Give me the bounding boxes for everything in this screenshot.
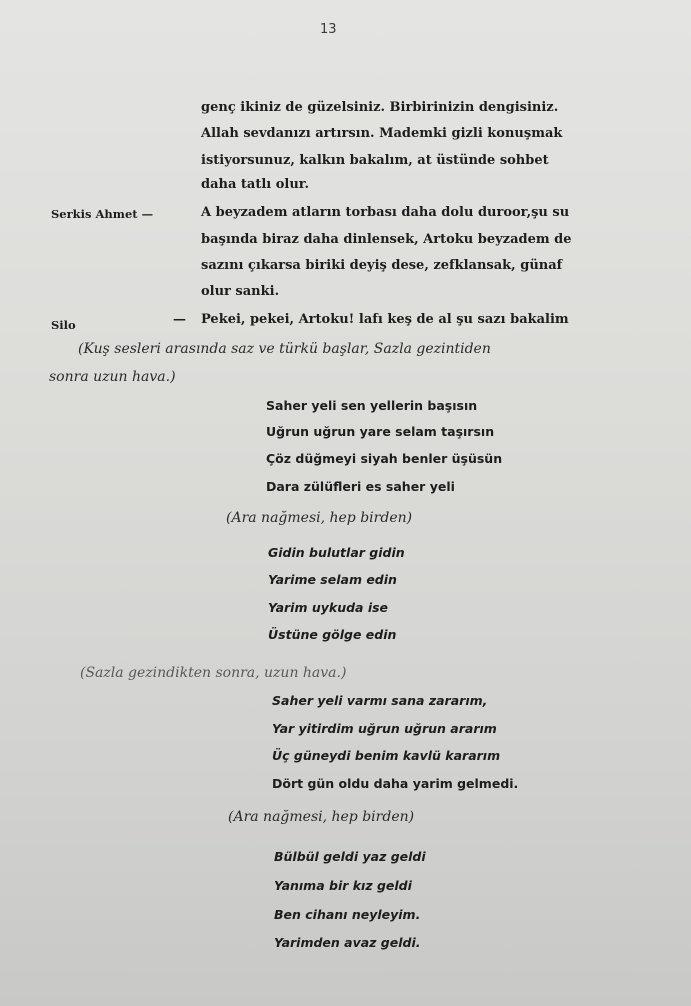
verse-line: Dört gün oldu daha yarim gelmedi. bbox=[272, 776, 519, 791]
stage-direction: sonra uzun hava.) bbox=[49, 369, 176, 385]
dialogue-line: A beyzadem atların torbası daha dolu duroor,şu su bbox=[201, 205, 570, 220]
passage-line: istiyorsunuz, kalkın bakalım, at üstünde sohbet bbox=[201, 153, 549, 168]
stage-direction: (Ara nağmesi, hep birden) bbox=[226, 510, 413, 526]
verse-line: Yarimden avaz geldi. bbox=[274, 935, 421, 950]
verse-line: Bülbül geldi yaz geldi bbox=[274, 849, 426, 864]
verse-line: Saher yeli sen yellerin başısın bbox=[266, 398, 478, 413]
verse-line: Yarime selam edin bbox=[268, 572, 397, 587]
speaker-dash: — bbox=[173, 312, 186, 327]
verse-line: Ben cihanı neyleyim. bbox=[274, 907, 421, 922]
verse-line: Üstüne gölge edin bbox=[268, 627, 397, 642]
passage-line: genç ikiniz de güzelsiniz. Birbirinizin dengisiniz. bbox=[201, 100, 559, 115]
stage-direction: (Ara nağmesi, hep birden) bbox=[228, 809, 415, 825]
stage-direction: (Kuş sesleri arasında saz ve türkü başlar, Sazla gezintiden bbox=[78, 341, 491, 357]
stage-direction: (Sazla gezindikten sonra, uzun hava.) bbox=[80, 665, 347, 681]
verse-line: Yanıma bir kız geldi bbox=[274, 878, 412, 893]
verse-line: Üç güneydi benim kavlü kararım bbox=[272, 748, 501, 763]
verse-line: Yar yitirdim uğrun uğrun ararım bbox=[272, 721, 497, 736]
verse-line: Uğrun uğrun yare selam taşırsın bbox=[266, 424, 495, 439]
passage-line: Allah sevdanızı artırsın. Mademki gizli konuşmak bbox=[201, 126, 563, 141]
passage-line: daha tatlı olur. bbox=[201, 177, 309, 192]
page-number: 13 bbox=[320, 22, 337, 37]
verse-line: Dara zülüfleri es saher yeli bbox=[266, 479, 455, 494]
dialogue-line: olur sanki. bbox=[201, 284, 280, 299]
dialogue-line: başında biraz daha dinlensek, Artoku beyzadem de bbox=[201, 232, 572, 247]
speaker-name: Silo bbox=[51, 318, 76, 332]
dialogue-line: Pekei, pekei, Artoku! lafı keş de al şu sazı bakalim bbox=[201, 312, 569, 327]
verse-line: Çöz düğmeyi siyah benler üşüsün bbox=[266, 451, 503, 466]
verse-line: Yarim uykuda ise bbox=[268, 600, 389, 615]
verse-line: Gidin bulutlar gidin bbox=[268, 545, 405, 560]
speaker-name: Serkis Ahmet — bbox=[51, 207, 154, 221]
dialogue-line: sazını çıkarsa biriki deyiş dese, zefklansak, günaf bbox=[201, 258, 563, 273]
verse-line: Saher yeli varmı sana zararım, bbox=[272, 693, 488, 708]
